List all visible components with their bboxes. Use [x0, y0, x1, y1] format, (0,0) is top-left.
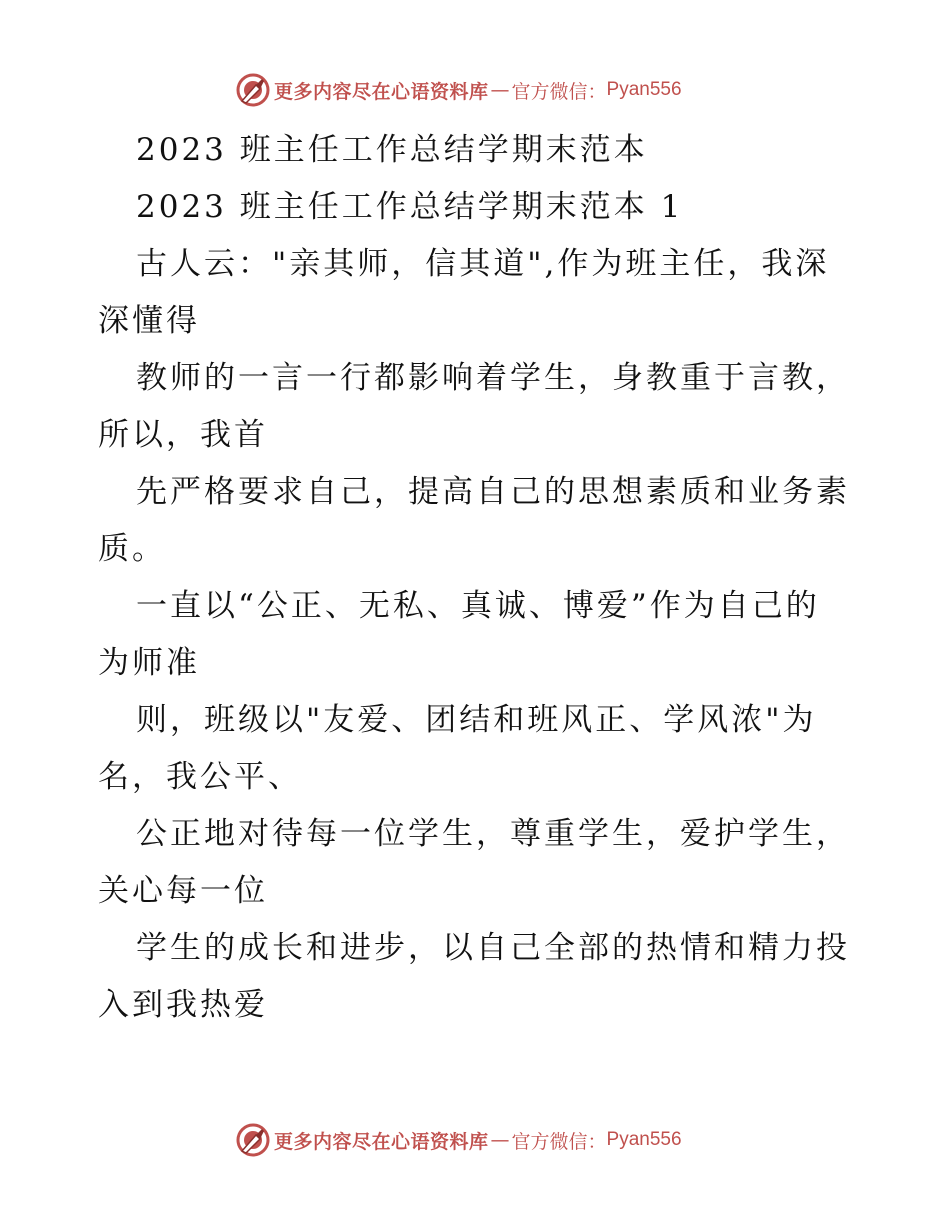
watermark-wechat-id: Pyan556 — [606, 79, 682, 100]
watermark-separator: — — [490, 79, 510, 101]
paragraph-line: 入到我热爱 — [98, 987, 268, 1023]
watermark-separator: — — [490, 1129, 510, 1151]
header-watermark — [236, 72, 682, 108]
footer-watermark — [236, 1122, 682, 1158]
document-title: 2023 班主任工作总结学期末范本 — [136, 132, 648, 168]
paragraph-line: 名，我公平、 — [98, 759, 302, 795]
paragraph-line: 为师准 — [98, 645, 200, 681]
document-subtitle: 2023 班主任工作总结学期末范本 1 — [136, 189, 684, 225]
paragraph-line: 先严格要求自己，提高自己的思想素质和业务素 — [136, 474, 850, 510]
paragraph-line: 公正地对待每一位学生，尊重学生，爱护学生， — [136, 816, 850, 852]
paragraph — [98, 236, 868, 1034]
paragraph-line: 质。 — [98, 531, 166, 567]
document-body — [98, 122, 868, 1034]
watermark-wechat-label: 官方微信： — [511, 1130, 607, 1153]
watermark-site-text: 更多内容尽在心语资料库 — [274, 80, 489, 103]
paragraph-line: 学生的成长和进步，以自己全部的热情和精力投 — [136, 930, 850, 966]
pen-logo-icon — [236, 1123, 270, 1157]
paragraph-line: 教师的一言一行都影响着学生，身教重于言教， — [136, 360, 850, 396]
paragraph-line: 关心每一位 — [98, 873, 268, 909]
watermark-wechat-label: 官方微信： — [511, 80, 607, 103]
paragraph-line: 所以，我首 — [98, 417, 268, 453]
paragraph-line: 古人云："亲其师，信其道",作为班主任，我深 — [136, 246, 830, 282]
watermark-wechat-id: Pyan556 — [606, 1129, 682, 1150]
pen-logo-icon — [236, 73, 270, 107]
paragraph-line: 一直以“公正、无私、真诚、博爱”作为自己的 — [136, 588, 820, 624]
watermark-site-text: 更多内容尽在心语资料库 — [274, 1130, 489, 1153]
paragraph-line: 则，班级以"友爱、团结和班风正、学风浓"为 — [136, 702, 817, 738]
paragraph-line: 深懂得 — [98, 303, 200, 339]
